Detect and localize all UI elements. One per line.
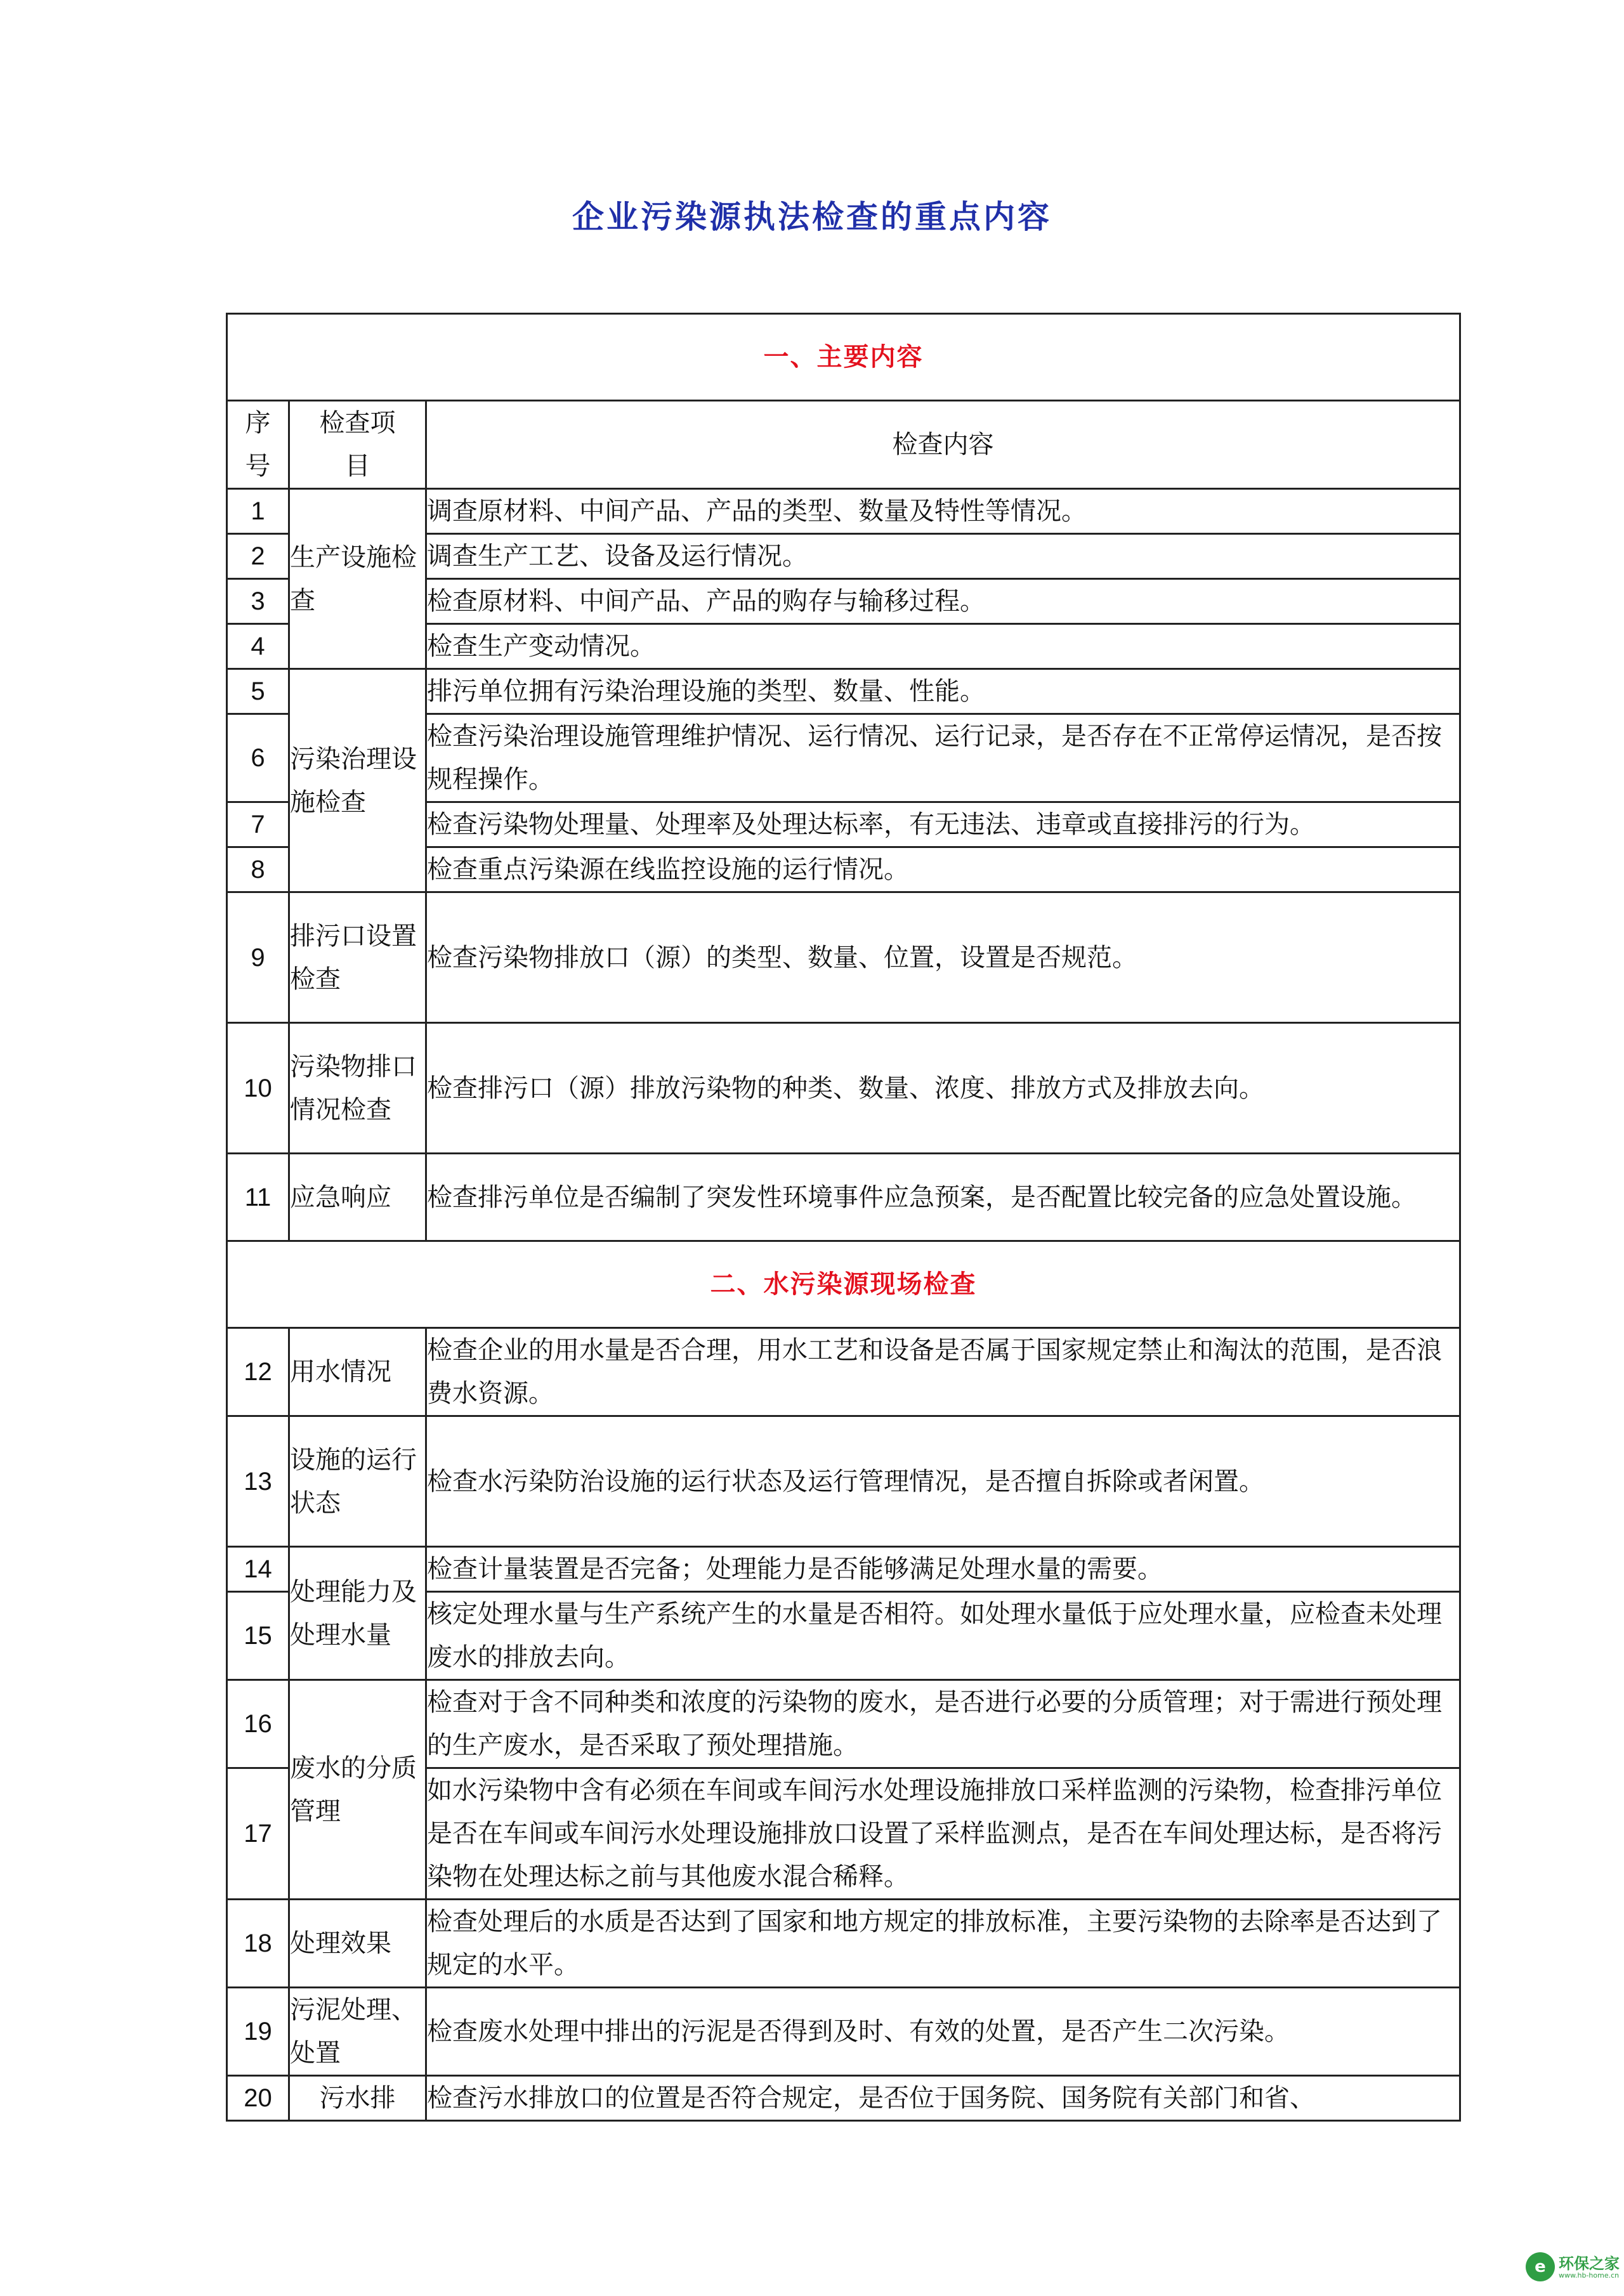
row-number: 3 — [227, 579, 289, 624]
check-content: 检查对于含不同种类和浓度的污染物的废水，是否进行必要的分质管理；对于需进行预处理的生产废水，是否采取了预处理措施。 — [426, 1680, 1460, 1768]
row-number: 10 — [227, 1023, 289, 1154]
check-item: 用水情况 — [289, 1328, 426, 1416]
row-number: 17 — [227, 1768, 289, 1900]
row-number: 14 — [227, 1547, 289, 1592]
column-header-content: 检查内容 — [426, 401, 1460, 489]
row-number: 19 — [227, 1988, 289, 2076]
logo-name: 环保之家 — [1559, 2255, 1620, 2273]
check-item: 排污口设置检查 — [289, 892, 426, 1023]
row-number: 7 — [227, 802, 289, 847]
section-heading: 一、主要内容 — [227, 314, 1460, 401]
check-content: 检查原材料、中间产品、产品的购存与输移过程。 — [426, 579, 1460, 624]
row-number: 13 — [227, 1416, 289, 1547]
check-content: 检查处理后的水质是否达到了国家和地方规定的排放标准，主要污染物的去除率是否达到了规定的水平。 — [426, 1900, 1460, 1988]
table-row — [227, 1328, 1460, 1416]
row-number: 16 — [227, 1680, 289, 1768]
table-row — [227, 1988, 1460, 2076]
table-row — [227, 1680, 1460, 1768]
check-item: 污水排 — [289, 2076, 426, 2121]
check-content: 检查废水处理中排出的污泥是否得到及时、有效的处置，是否产生二次污染。 — [426, 1988, 1460, 2076]
row-number: 9 — [227, 892, 289, 1023]
check-item: 应急响应 — [289, 1154, 426, 1241]
check-item: 污泥处理、处置 — [289, 1988, 426, 2076]
column-header-item: 检查项目 — [289, 401, 426, 489]
table-row — [227, 892, 1460, 1023]
check-content: 检查生产变动情况。 — [426, 624, 1460, 669]
table-row — [227, 1900, 1460, 1988]
check-content: 调查生产工艺、设备及运行情况。 — [426, 534, 1460, 579]
check-item: 生产设施检查 — [289, 489, 426, 669]
table-row — [227, 669, 1460, 714]
check-content: 检查污染物处理量、处理率及处理达标率，有无违法、违章或直接排污的行为。 — [426, 802, 1460, 847]
table-row — [227, 1023, 1460, 1154]
check-content: 检查计量装置是否完备；处理能力是否能够满足处理水量的需要。 — [426, 1547, 1460, 1592]
column-header-row — [227, 401, 1460, 489]
column-header-num: 序号 — [227, 401, 289, 489]
site-logo — [1526, 2248, 1620, 2286]
check-item: 废水的分质管理 — [289, 1680, 426, 1900]
check-content: 检查污染治理设施管理维护情况、运行情况、运行记录，是否存在不正常停运情况，是否按规程操作。 — [426, 714, 1460, 802]
row-number: 15 — [227, 1592, 289, 1680]
check-content: 检查排污单位是否编制了突发性环境事件应急预案，是否配置比较完备的应急处置设施。 — [426, 1154, 1460, 1241]
check-content: 检查排污口（源）排放污染物的种类、数量、浓度、排放方式及排放去向。 — [426, 1023, 1460, 1154]
check-content: 排污单位拥有污染治理设施的类型、数量、性能。 — [426, 669, 1460, 714]
section-heading-row — [227, 314, 1460, 401]
table-row — [227, 489, 1460, 534]
document-title: 企业污染源执法检查的重点内容 — [572, 199, 1052, 235]
check-item: 污染治理设施检查 — [289, 669, 426, 892]
check-item: 污染物排口情况检查 — [289, 1023, 426, 1154]
row-number: 4 — [227, 624, 289, 669]
row-number: 12 — [227, 1328, 289, 1416]
check-item: 处理效果 — [289, 1900, 426, 1988]
check-content: 检查重点污染源在线监控设施的运行情况。 — [426, 847, 1460, 892]
check-item: 设施的运行状态 — [289, 1416, 426, 1547]
row-number: 20 — [227, 2076, 289, 2121]
check-content: 核定处理水量与生产系统产生的水量是否相符。如处理水量低于应处理水量，应检查未处理废水的排放去向。 — [426, 1592, 1460, 1680]
logo-url: www.hb-home.cn — [1559, 2271, 1620, 2280]
table-row — [227, 2076, 1460, 2121]
table-row — [227, 1416, 1460, 1547]
check-content: 如水污染物中含有必须在车间或车间污水处理设施排放口采样监测的污染物，检查排污单位是否在车间或车间污水处理设施排放口设置了采样监测点，是否在车间处理达标，是否将污染物在处理达标之前与其他废水混合稀释。 — [426, 1768, 1460, 1900]
check-content: 调查原材料、中间产品、产品的类型、数量及特性等情况。 — [426, 489, 1460, 534]
row-number: 1 — [227, 489, 289, 534]
row-number: 8 — [227, 847, 289, 892]
row-number: 18 — [227, 1900, 289, 1988]
check-content: 检查污染物排放口（源）的类型、数量、位置，设置是否规范。 — [426, 892, 1460, 1023]
check-content: 检查水污染防治设施的运行状态及运行管理情况，是否擅自拆除或者闲置。 — [426, 1416, 1460, 1547]
section-heading: 二、水污染源现场检查 — [227, 1241, 1460, 1328]
table-row — [227, 1154, 1460, 1241]
row-number: 6 — [227, 714, 289, 802]
row-number: 2 — [227, 534, 289, 579]
inspection-table — [226, 313, 1461, 2122]
check-content: 检查污水排放口的位置是否符合规定，是否位于国务院、国务院有关部门和省、 — [426, 2076, 1460, 2121]
row-number: 11 — [227, 1154, 289, 1241]
table-row — [227, 1547, 1460, 1592]
section-heading-row — [227, 1241, 1460, 1328]
check-content: 检查企业的用水量是否合理，用水工艺和设备是否属于国家规定禁止和淘汰的范围，是否浪费水资源。 — [426, 1328, 1460, 1416]
check-item: 处理能力及处理水量 — [289, 1547, 426, 1680]
leaf-logo-icon: e — [1526, 2252, 1555, 2281]
row-number: 5 — [227, 669, 289, 714]
